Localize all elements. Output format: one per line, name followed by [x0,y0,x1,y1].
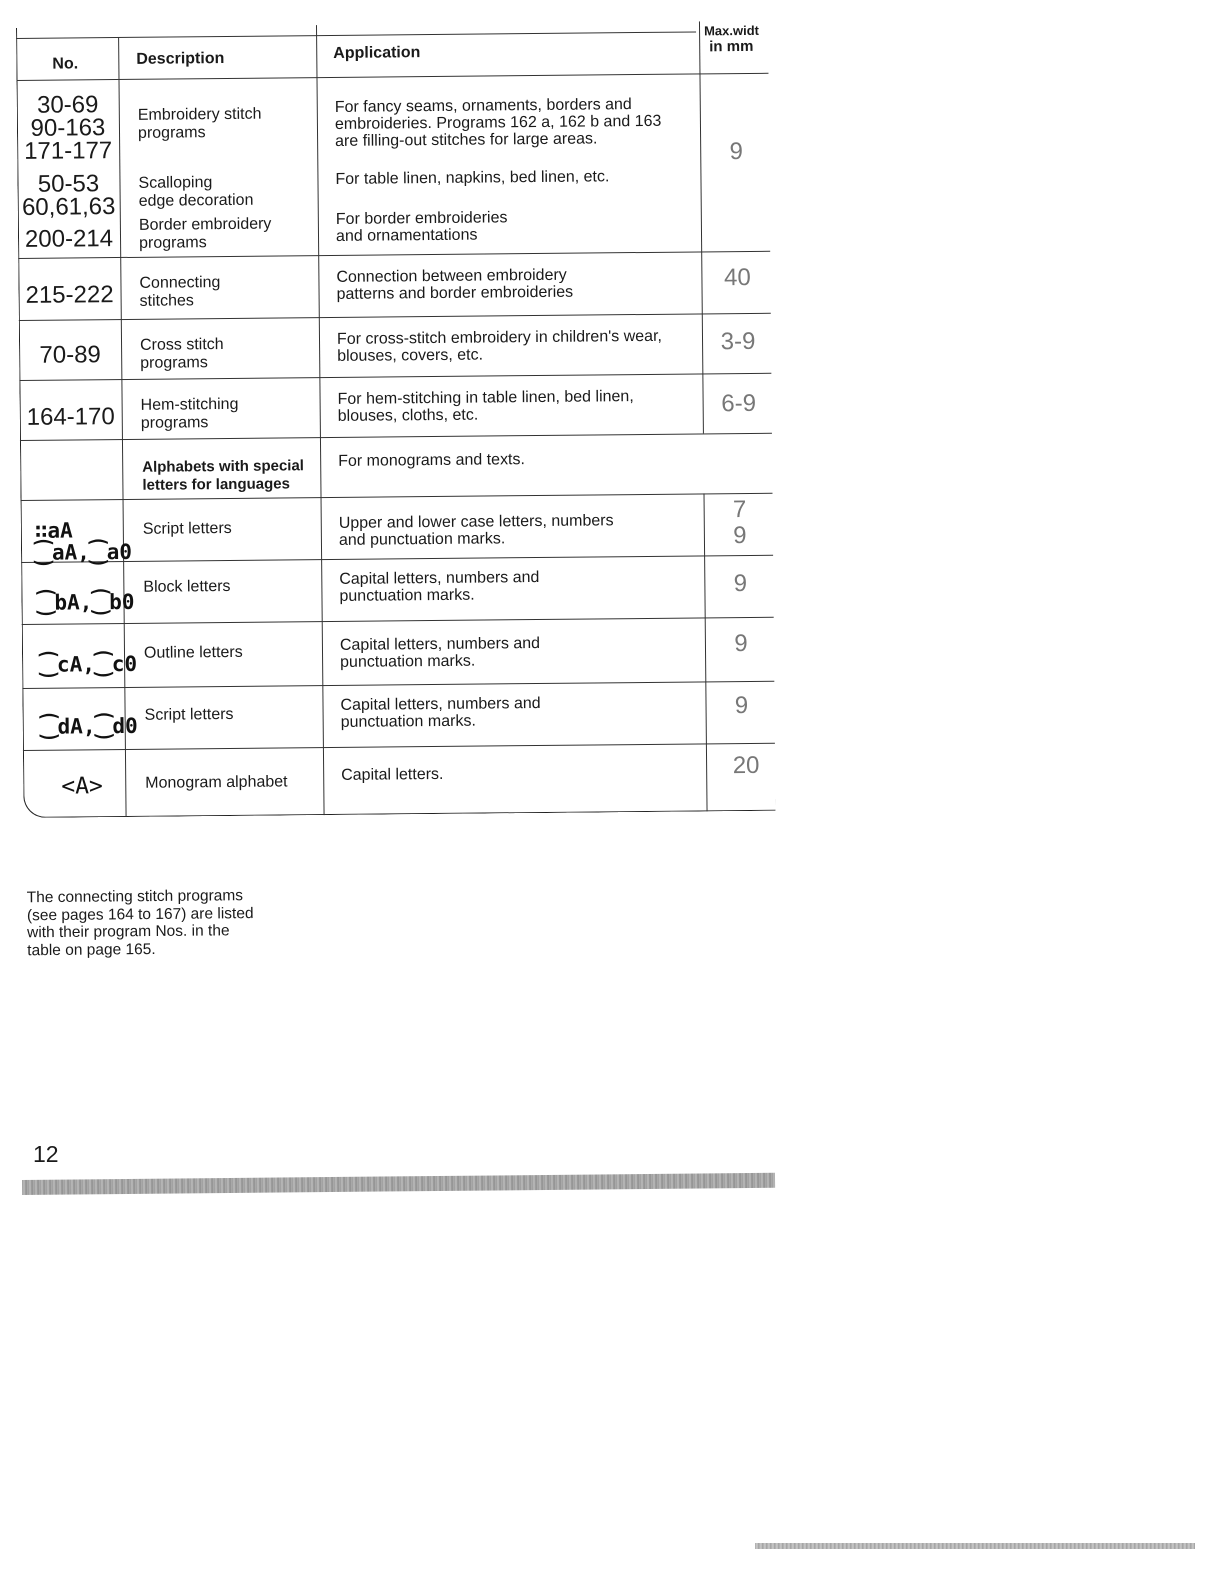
header-width-line2: in mm [709,37,754,56]
footnote [27,887,288,959]
description-line: Block letters [143,577,231,596]
program-code-cell [61,773,103,800]
footnote-line: The connecting stitch programs [26,887,244,907]
scan-edge-bar [755,1543,1195,1549]
max-width-value: 9 [733,522,747,550]
application-cell [340,635,540,671]
footnote-line: (see pages 164 to 167) are listed [26,904,254,924]
footnote-line: table on page 165. [27,940,156,959]
program-number: 60,61,63 [21,193,116,221]
header-application: Application [333,44,421,62]
page-number: 12 [33,1141,59,1167]
application-line: For cross-stitch embroidery in children's wear, [336,327,663,348]
application-line: punctuation marks. [340,712,476,731]
description-line: Scalloping [138,174,213,192]
description-cell [140,336,224,373]
application-line: Capital letters, numbers and [339,569,540,588]
program-number: 171-177 [24,137,113,165]
description-line: programs [140,354,208,372]
application-line: patterns and border embroideries [336,283,574,303]
max-width-value: 6-9 [721,389,757,418]
description-line: programs [137,124,206,142]
program-code: ⁐aA,⁐a0 [34,539,133,565]
application-line: For hem-stitching in table linen, bed linen, [337,388,634,408]
max-width-value-cell [707,497,773,550]
header-description: Description [136,50,225,68]
description-line: Alphabets with special [142,457,305,476]
max-width-value: 20 [732,751,760,780]
application-cell [335,96,662,150]
max-width-value: 9 [733,570,748,598]
description-cell [145,773,287,792]
program-code-cell [41,715,138,738]
description-cell [143,520,232,539]
description-line: Connecting [139,274,221,292]
description-cell [145,706,234,725]
max-width-value: 9 [729,138,744,166]
description-cell [139,274,220,311]
program-number: 215-222 [25,281,114,309]
application-line: Capital letters. [341,765,444,784]
header-width-line1: Max.widt [703,22,760,39]
program-code: ⁐cA,⁐c0 [39,651,138,677]
program-number-cell [17,172,119,219]
description-cell [144,644,243,663]
max-width-value: 40 [723,263,751,292]
application-line: blouses, covers, etc. [337,346,484,365]
description-cell [141,396,239,433]
program-code-cell [40,653,137,676]
application-cell [338,451,525,470]
program-number-cell [19,343,121,367]
application-line: and punctuation marks. [338,530,506,549]
application-line: are filling-out stitches for large areas. [335,130,598,150]
application-cell [337,388,633,425]
max-width-value: 7 [732,496,747,524]
application-cell [339,512,614,549]
description-line: Cross stitch [139,336,224,354]
description-line: Monogram alphabet [145,773,288,792]
application-line: For monograms and texts. [338,451,525,470]
description-line: programs [140,414,209,432]
application-cell [336,267,573,303]
description-line: Script letters [142,519,232,538]
application-line: Upper and lower case letters, numbers [338,512,614,532]
program-number-cell [18,227,120,251]
program-number: 50-53 [37,170,100,198]
program-number: 90-163 [30,114,106,142]
program-code: ⁐dA,⁐d0 [40,713,138,739]
program-code: ∷aA [34,518,73,543]
program-number-cell [18,283,120,307]
application-line: and ornamentations [335,226,478,245]
application-line: For table linen, napkins, bed linen, etc. [335,168,610,188]
description-cell [142,457,304,495]
description-line: edge decoration [138,191,254,210]
description-line: letters for languages [142,475,291,494]
program-number: 30-69 [36,91,99,119]
max-width-value: 9 [734,692,749,720]
program-code: <A> [61,773,103,800]
program-code-cell [37,591,134,614]
max-width-value: 3-9 [720,327,756,356]
stitch-program-table [16,21,776,818]
application-cell [340,695,540,731]
application-line: blouses, cloths, etc. [337,406,479,425]
application-cell [337,328,662,365]
program-number: 70-89 [39,341,101,369]
description-line: Outline letters [143,643,243,662]
application-line: punctuation marks. [339,586,475,605]
application-cell [336,209,508,245]
description-line: programs [138,234,207,252]
application-line: For fancy seams, ornaments, borders and [334,96,632,116]
application-cell [341,766,443,784]
application-line: For border embroideries [335,209,508,228]
application-line: Capital letters, numbers and [340,694,541,714]
application-line: Connection between embroidery [336,266,567,286]
description-line: Hem-stitching [140,395,239,414]
program-number-cell [17,93,120,163]
program-code: ⁐bA,⁐b0 [37,589,135,615]
max-width-value: 9 [734,630,748,658]
description-line: Script letters [144,705,234,724]
footnote-line: with their program Nos. in the [27,922,230,942]
description-line: stitches [139,292,194,310]
application-line: punctuation marks. [340,652,476,671]
description-cell [139,216,272,253]
program-code-cell [35,519,132,564]
program-number: 200-214 [24,225,114,253]
description-line: Border embroidery [138,215,272,234]
description-cell [143,578,230,597]
application-line: embroideries. Programs 162 a, 162 b and 163 [334,112,662,133]
application-line: Capital letters, numbers and [339,634,541,654]
description-cell [138,174,253,211]
description-line: Embroidery stitch [137,105,262,124]
application-cell [335,168,609,188]
program-number-cell [20,405,122,429]
footer-bar [22,1173,775,1195]
application-cell [339,569,539,605]
header-no: No. [52,55,79,73]
program-number: 164-170 [26,403,115,431]
description-cell [138,106,262,143]
